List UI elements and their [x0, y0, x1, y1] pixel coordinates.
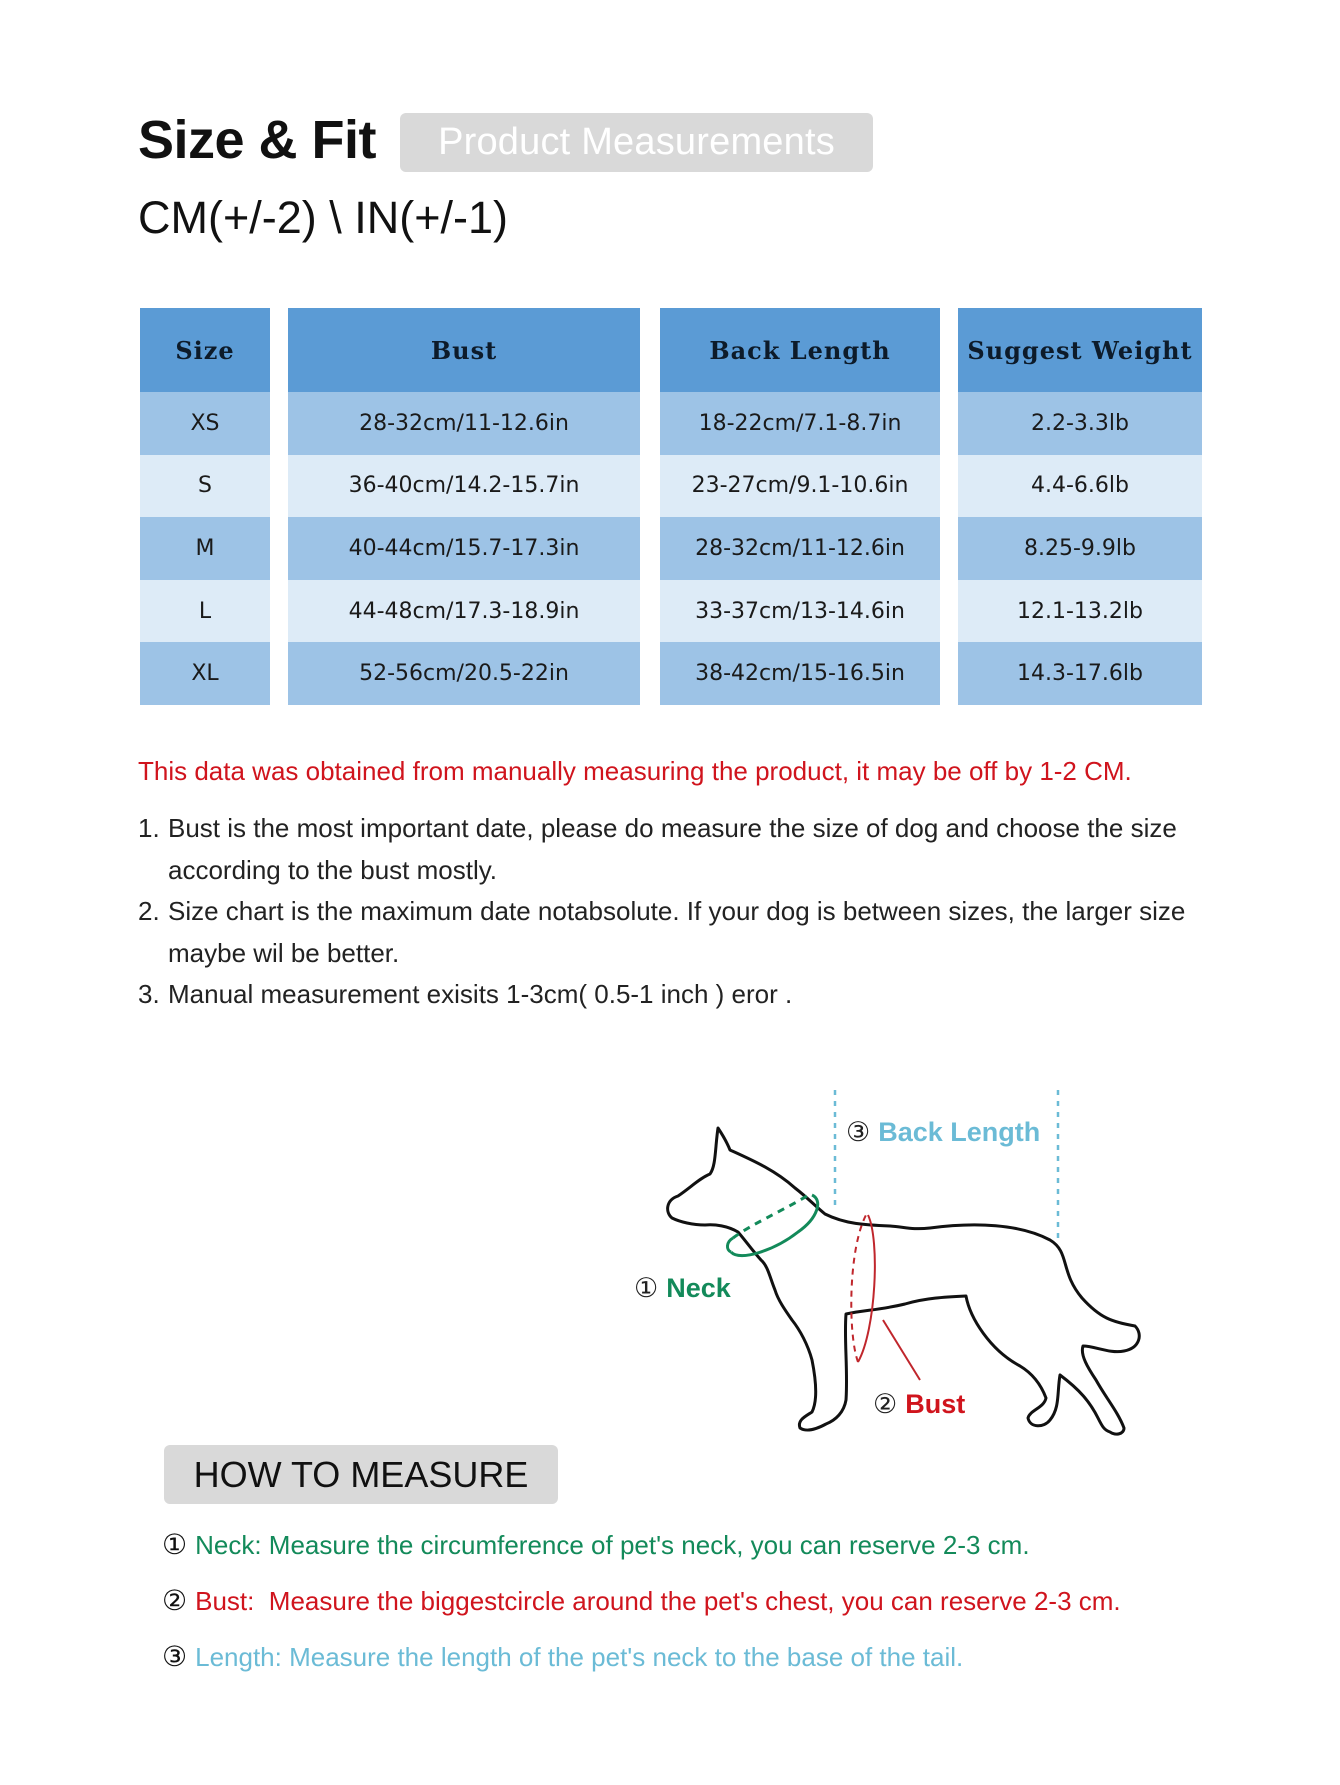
back-length-guide-icon: [835, 1090, 1058, 1238]
table-column-suggest-weight: [958, 308, 1202, 705]
table-cell: 40-44cm/15.7-17.3in: [288, 517, 640, 580]
product-measurements-badge: Product Measurements: [400, 113, 873, 172]
neck-label: ① Neck: [634, 1273, 731, 1303]
table-cell: 52-56cm/20.5-22in: [288, 642, 640, 705]
circled-number-icon: ②: [873, 1389, 898, 1419]
table-column-bust: [288, 308, 640, 705]
circled-number-icon: ③: [846, 1117, 871, 1147]
note-item: [138, 808, 1208, 891]
how-to-measure-heading: HOW TO MEASURE: [164, 1445, 558, 1504]
table-cell: XL: [140, 642, 270, 705]
column-header: Suggest Weight: [958, 308, 1202, 392]
table-cell: M: [140, 517, 270, 580]
circled-two-icon: ②: [162, 1585, 188, 1616]
circled-one-icon: ①: [162, 1529, 188, 1560]
back-length-label: ③ Back Length: [846, 1117, 1041, 1147]
table-cell: 28-32cm/11-12.6in: [660, 517, 940, 580]
bust-measure-icon: [851, 1215, 920, 1380]
table-cell: 36-40cm/14.2-15.7in: [288, 455, 640, 518]
table-cell: 44-48cm/17.3-18.9in: [288, 580, 640, 643]
circled-three-icon: ③: [162, 1641, 188, 1672]
measurement-disclaimer: This data was obtained from manually measuring the product, it may be off by 1-2 CM.: [138, 756, 1132, 786]
note-number: 1.: [138, 813, 160, 843]
table-cell: 2.2-3.3lb: [958, 392, 1202, 455]
step-length: ③ Length: Measure the length of the pet's neck to the base of the tail.: [162, 1641, 964, 1672]
table-cell: 14.3-17.6lb: [958, 642, 1202, 705]
column-header: Bust: [288, 308, 640, 392]
table-cell: 38-42cm/15-16.5in: [660, 642, 940, 705]
table-cell: 28-32cm/11-12.6in: [288, 392, 640, 455]
table-cell: XS: [140, 392, 270, 455]
page-title: Size & Fit: [138, 110, 377, 170]
column-header: Size: [140, 308, 270, 392]
table-cell: 23-27cm/9.1-10.6in: [660, 455, 940, 518]
tolerance-subtitle: CM(+/-2) \ IN(+/-1): [138, 192, 509, 243]
step-neck: ① Neck: Measure the circumference of pet's neck, you can reserve 2-3 cm.: [162, 1529, 1030, 1560]
bust-label: ② Bust: [873, 1389, 966, 1419]
column-header: Back Length: [660, 308, 940, 392]
neck-measure-icon: [727, 1195, 817, 1256]
table-cell: S: [140, 455, 270, 518]
note-item: [138, 974, 1208, 1016]
note-text: Manual measurement exisits 1-3cm( 0.5-1 inch ) eror .: [168, 979, 793, 1009]
note-item: [138, 891, 1208, 974]
note-number: 3.: [138, 979, 160, 1009]
table-cell: 18-22cm/7.1-8.7in: [660, 392, 940, 455]
note-text: Bust is the most important date, please do measure the size of dog and choose the size according to the bust mostly.: [168, 813, 1177, 885]
table-cell: L: [140, 580, 270, 643]
table-cell: 33-37cm/13-14.6in: [660, 580, 940, 643]
note-number: 2.: [138, 896, 160, 926]
table-cell: 12.1-13.2lb: [958, 580, 1202, 643]
circled-number-icon: ①: [634, 1273, 659, 1303]
note-text: Size chart is the maximum date notabsolute. If your dog is between sizes, the larger size maybe wil be better.: [168, 896, 1186, 968]
table-cell: 4.4-6.6lb: [958, 455, 1202, 518]
table-column-back-length: [660, 308, 940, 705]
table-cell: 8.25-9.9lb: [958, 517, 1202, 580]
table-column-size: [140, 308, 270, 705]
how-to-measure-steps: [162, 1517, 1121, 1685]
notes-list: [138, 808, 1208, 1016]
step-bust: ② Bust: Measure the biggestcircle around the pet's chest, you can reserve 2-3 cm.: [162, 1585, 1121, 1616]
